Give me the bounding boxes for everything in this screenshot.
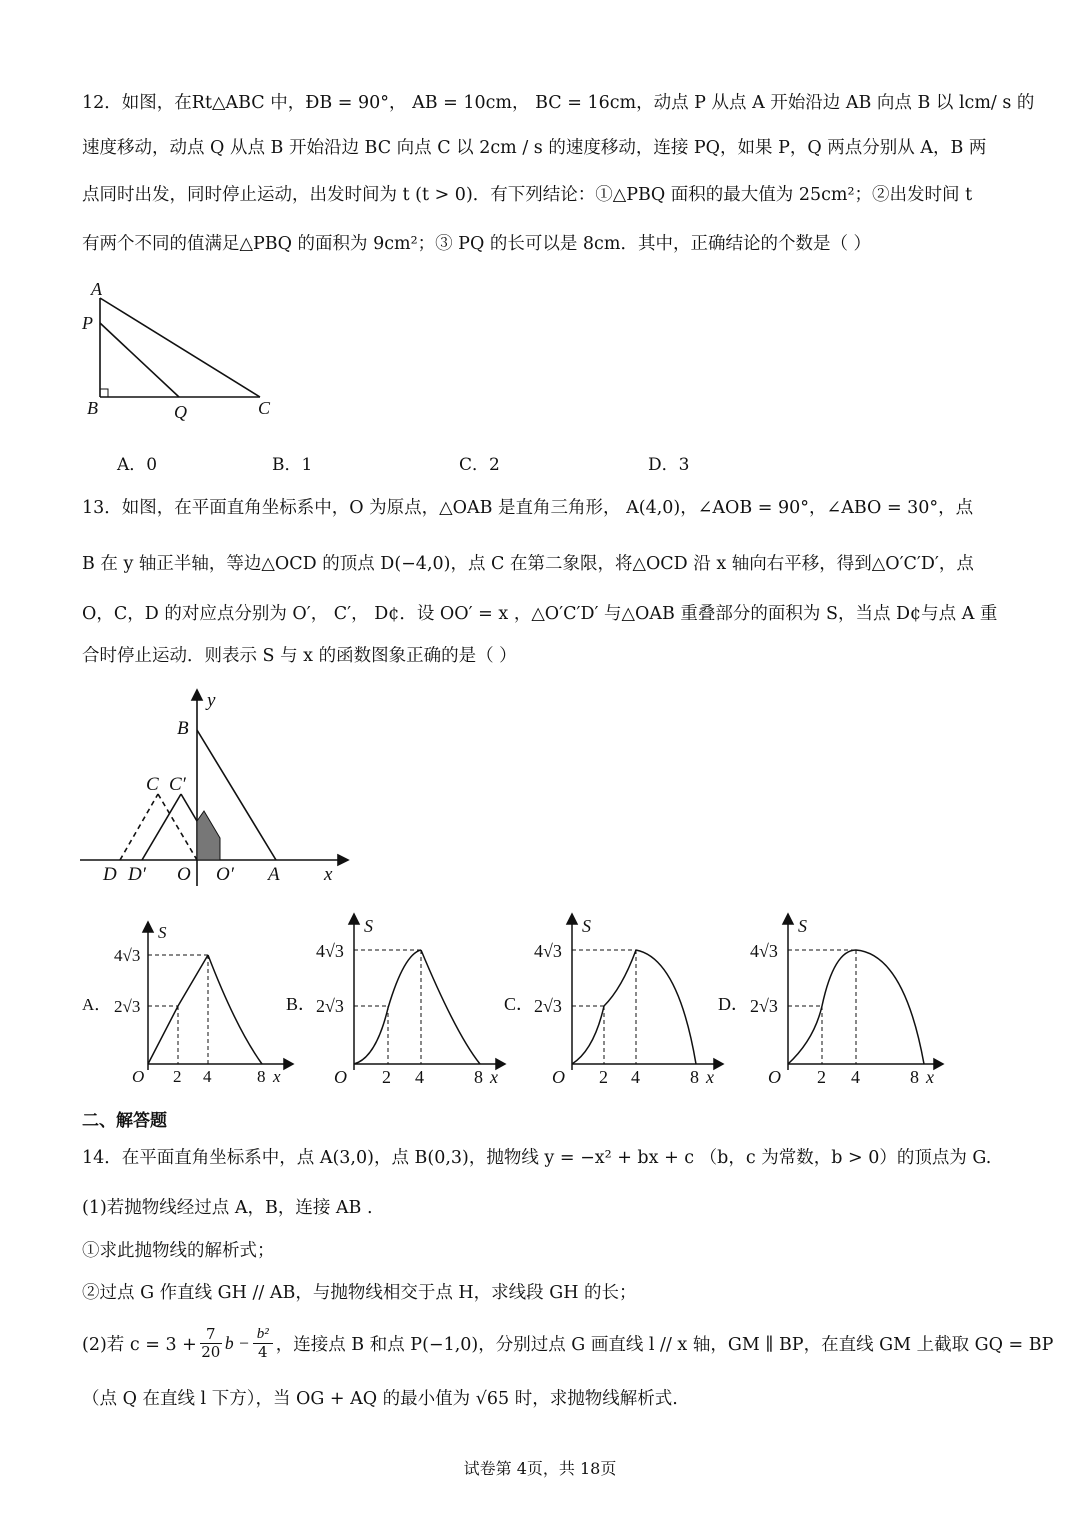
q12-line-3: 点同时出发，同时停止运动，出发时间为 t (t > 0)．有下列结论：①△PBQ 面积的最大值为 25cm²；②出发时间 t: [82, 185, 973, 205]
q12-label-a: A: [91, 279, 102, 299]
section-heading: 二、解答题: [82, 1111, 167, 1131]
q13-graph-c-origin: O: [552, 1067, 565, 1087]
q13-graph-a-x2: 4: [203, 1067, 212, 1086]
q13-graph-c-option: C．: [504, 994, 535, 1014]
q12-line-4: 有两个不同的值满足△PBQ 的面积为 9cm²；③ PQ 的长可以是 8cm．其中，正确结论的个数是（ ）: [82, 234, 872, 254]
q13-graph-b[interactable]: [284, 910, 510, 1088]
q13-overlap-region: [197, 811, 220, 860]
q13-line-4: 合时停止运动．则表示 S 与 x 的函数图象正确的是（ ）: [82, 646, 517, 666]
q12-label-p: P: [82, 313, 93, 333]
q14-line-2: (1)若抛物线经过点 A，B，连接 AB .: [82, 1198, 373, 1218]
q13-graph-b-tick-high: 4√3: [316, 941, 344, 961]
q13-graph-d-origin: O: [768, 1067, 781, 1087]
q14-fraction-2-numerator: b²: [256, 1326, 269, 1342]
q12-label-b: B: [87, 398, 98, 418]
q13-graph-a-tick-high: 4√3: [114, 946, 141, 965]
q13-graph-d-tick-high: 4√3: [750, 941, 778, 961]
q12-option-c[interactable]: C．2: [459, 455, 500, 475]
q13-graph-b-x3: 8: [474, 1067, 483, 1087]
q14-fraction-2-denominator: 4: [257, 1342, 268, 1361]
q13-label-x: x: [324, 864, 333, 885]
q12-option-b[interactable]: B．1: [272, 455, 313, 475]
q13-line-2: B 在 y 轴正半轴，等边△OCD 的顶点 D(−4,0)，点 C 在第二象限，将△OCD 沿 x 轴向右平移，得到△O′C′D′，点: [82, 554, 974, 574]
q13-graph-a-xlabel: x: [273, 1067, 281, 1086]
q13-graph-d-x3: 8: [910, 1067, 919, 1087]
q13-line-3: O，C，D 的对应点分别为 O′， C′， D¢．设 OO′ = x ，△O′C′D′ 与△OAB 重叠部分的面积为 S，当点 D¢与点 A 重: [82, 604, 998, 624]
q14-line-4: ②过点 G 作直线 GH // AB，与抛物线相交于点 H，求线段 GH 的长；: [82, 1283, 637, 1303]
q14-line-1: 14．在平面直角坐标系中，点 A(3,0)，点 B(0,3)，抛物线 y = −x² + bx + c （b，c 为常数，b > 0）的顶点为 G.: [82, 1148, 992, 1168]
q13-graph-c-x1: 2: [599, 1067, 608, 1087]
q12-line-1: 12．如图，在Rt△ABC 中，ÐB = 90°， AB = 10cm， BC = 16cm，动点 P 从点 A 开始沿边 AB 向点 B 以 lcm/ s 的: [82, 93, 1035, 113]
q13-graph-a-origin: O: [132, 1067, 145, 1086]
q13-graph-d[interactable]: [716, 910, 948, 1088]
q13-label-b: B: [177, 718, 189, 739]
q13-graph-b-x2: 4: [415, 1067, 424, 1087]
q14-line-3: ①求此抛物线的解析式；: [82, 1241, 275, 1261]
q13-graph-a-tick-mid: 2√3: [114, 997, 141, 1016]
q12-label-q: Q: [174, 402, 187, 422]
q13-graph-d-x2: 4: [851, 1067, 860, 1087]
q13-label-c: C: [146, 774, 159, 795]
q13-line-1: 13．如图，在平面直角坐标系中，O 为原点，△OAB 是直角三角形， A(4,0)，∠AOB = 90°，∠ABO = 30°，点: [82, 498, 974, 518]
q13-graph-b-tick-mid: 2√3: [316, 996, 344, 1016]
q13-coordinate-figure: [80, 686, 360, 892]
q13-graph-a[interactable]: [80, 918, 298, 1086]
q13-label-o-prime: O′: [216, 864, 234, 885]
q13-graph-d-ylabel: S: [798, 916, 807, 936]
q13-graph-d-option: D．: [718, 994, 749, 1014]
q14-line-6: （点 Q 在直线 l 下方），当 OG + AQ 的最小值为 √65 时，求抛物线解析式.: [82, 1389, 678, 1409]
q13-graph-b-origin: O: [334, 1067, 347, 1087]
q13-graph-c-x2: 4: [631, 1067, 640, 1087]
q13-graph-d-xlabel: x: [926, 1067, 934, 1087]
q12-option-d[interactable]: D．3: [648, 455, 690, 475]
q13-graph-b-ylabel: S: [364, 916, 373, 936]
q13-label-d-prime: D′: [128, 864, 146, 885]
q13-graph-a-x3: 8: [257, 1067, 266, 1086]
page-footer: 试卷第 4页，共 18页: [463, 1459, 617, 1478]
q12-triangle-figure: [78, 276, 288, 426]
q13-label-c-prime: C′: [169, 774, 186, 795]
q13-label-o: O: [177, 864, 191, 885]
q13-label-y: y: [207, 690, 216, 711]
q13-graph-a-option: A．: [82, 995, 112, 1014]
q14-b-minus: b −: [224, 1332, 250, 1353]
q13-graph-c-tick-high: 4√3: [534, 941, 562, 961]
q13-graph-a-ylabel: S: [158, 923, 167, 942]
q12-option-a[interactable]: A．0: [117, 455, 158, 475]
q14-fraction-1-denominator: 20: [201, 1342, 221, 1361]
q13-graph-c[interactable]: [502, 910, 728, 1088]
q14-part2-prefix: (2)若 c = 3 +: [82, 1334, 197, 1355]
q14-fraction-1: [200, 1326, 222, 1360]
q14-fraction-1-numerator: 7: [206, 1325, 216, 1343]
q14-fraction-2: [253, 1326, 273, 1360]
q13-graph-c-xlabel: x: [706, 1067, 714, 1087]
q13-graph-d-tick-mid: 2√3: [750, 996, 778, 1016]
q13-graph-c-tick-mid: 2√3: [534, 996, 562, 1016]
q12-line-2: 速度移动，动点 Q 从点 B 开始沿边 BC 向点 C 以 2cm / s 的速度移动，连接 PQ，如果 P，Q 两点分别从 A，B 两: [82, 138, 987, 158]
q12-label-c: C: [258, 398, 271, 418]
q14-part2-suffix: ，连接点 B 和点 P(−1,0)，分别过点 G 画直线 l // x 轴，GM ∥ BP，在直线 GM 上截取 GQ = BP: [275, 1334, 1054, 1355]
q13-graph-d-x1: 2: [817, 1067, 826, 1087]
q14-part2-line: [82, 1318, 1053, 1368]
q13-graph-a-x1: 2: [173, 1067, 182, 1086]
q13-label-a: A: [268, 864, 280, 885]
q13-label-d: D: [103, 864, 117, 885]
q13-graph-b-xlabel: x: [490, 1067, 498, 1087]
q13-graph-b-option: B．: [286, 994, 317, 1014]
q13-graph-c-x3: 8: [690, 1067, 699, 1087]
q13-graph-c-ylabel: S: [582, 916, 591, 936]
q13-graph-b-x1: 2: [382, 1067, 391, 1087]
